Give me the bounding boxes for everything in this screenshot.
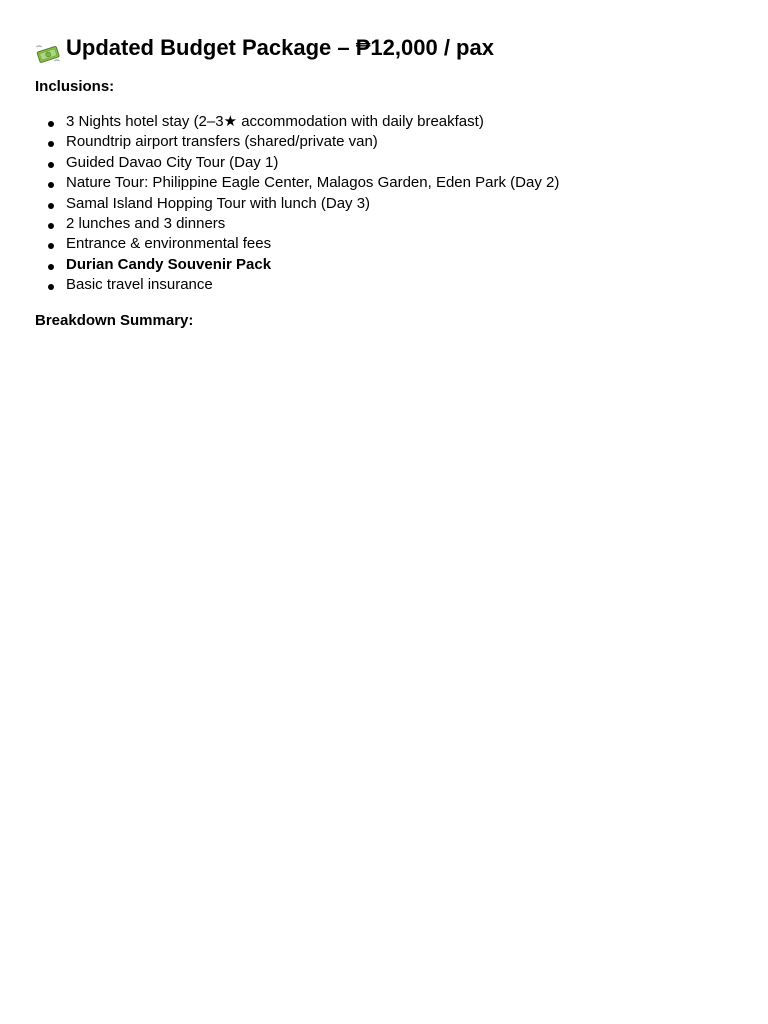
page-title: [35, 30, 735, 66]
inclusions-heading: Inclusions:: [35, 78, 115, 95]
bullet-icon: [48, 284, 54, 290]
list-item: Guided Davao City Tour (Day 1): [35, 153, 559, 173]
list-item: Durian Candy Souvenir Pack: [35, 255, 559, 275]
list-item: Basic travel insurance: [35, 275, 559, 295]
list-item: Nature Tour: Philippine Eagle Center, Malagos Garden, Eden Park (Day 2): [35, 173, 559, 193]
inclusions-list: [35, 112, 559, 296]
page-title-text: Updated Budget Package – ₱12,000 / pax: [66, 35, 494, 60]
list-item: Entrance & environmental fees: [35, 234, 559, 254]
document-page: [35, 30, 735, 329]
bullet-icon: [48, 182, 54, 188]
money-with-wings-icon: [35, 39, 61, 59]
bullet-icon: [48, 264, 54, 270]
bullet-icon: [48, 243, 54, 249]
breakdown-summary-heading: Breakdown Summary:: [35, 312, 194, 329]
list-item: Roundtrip airport transfers (shared/private van): [35, 132, 559, 152]
bullet-icon: [48, 121, 54, 127]
bullet-icon: [48, 141, 54, 147]
bullet-icon: [48, 162, 54, 168]
bullet-icon: [48, 223, 54, 229]
bullet-icon: [48, 203, 54, 209]
list-item: 3 Nights hotel stay (2–3★ accommodation with daily breakfast): [35, 112, 559, 132]
list-item: 2 lunches and 3 dinners: [35, 214, 559, 234]
list-item: Samal Island Hopping Tour with lunch (Day 3): [35, 194, 559, 214]
